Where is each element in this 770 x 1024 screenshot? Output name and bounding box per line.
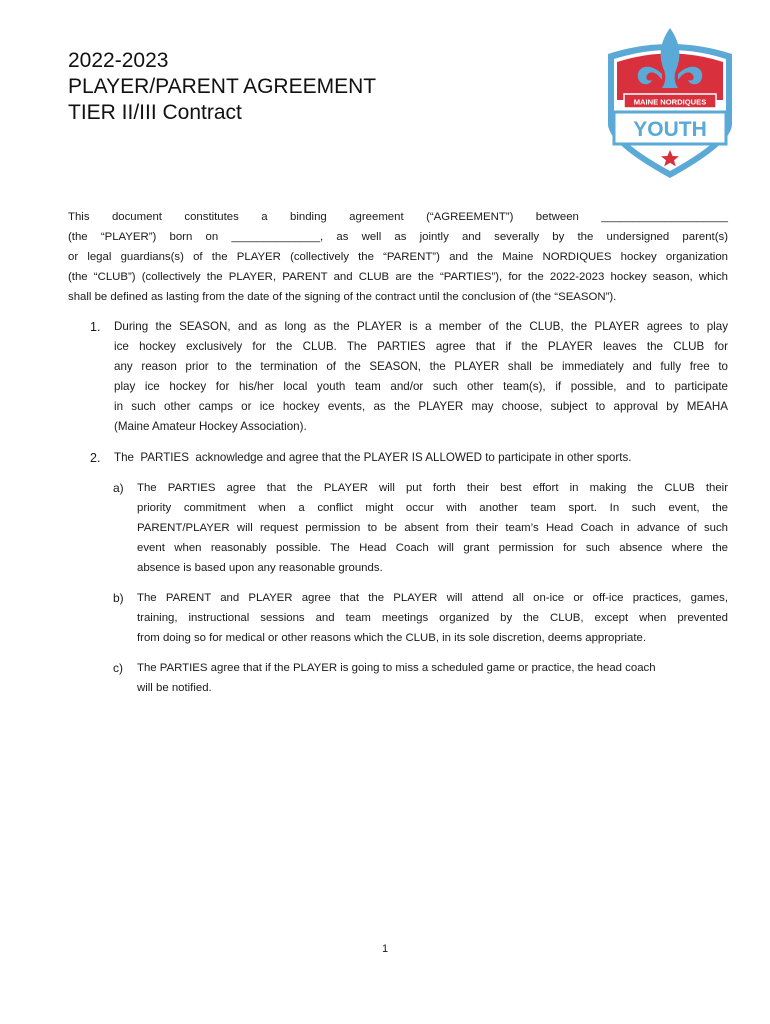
subclause-line: event when reasonably possible. The Head Coach will grant permission for such absence where the bbox=[137, 542, 728, 554]
subclause-line: training, instructional sessions and team meetings organized by the CLUB, except when prevented bbox=[137, 612, 728, 624]
clause-line: ice hockey exclusively for the CLUB. The PARTIES agree that if the PLAYER leaves the CLUB for bbox=[114, 340, 728, 353]
subclause-c bbox=[113, 658, 728, 698]
subclause-a bbox=[113, 478, 728, 578]
intro-line: (the “PLAYER”) born on ______________, as well as jointly and severally by the undersigned parent(s) bbox=[68, 231, 728, 243]
subclause-line: The PARENT and PLAYER agree that the PLAYER will attend all on-ice or off-ice practices, games, bbox=[137, 592, 728, 604]
intro-line: shall be defined as lasting from the date of the signing of the contract until the conclusion of (the “SEASON”). bbox=[68, 291, 617, 303]
clause-line: any reason prior to the termination of the SEASON, the PLAYER shall be immediately and fully free to bbox=[114, 360, 728, 373]
subclause-line: will be notified. bbox=[137, 682, 212, 694]
clause-number: 1. bbox=[90, 320, 101, 334]
subclause-line: priority commitment when a conflict might occur with another team sport. In such event, the bbox=[137, 502, 728, 514]
document-heading bbox=[68, 48, 508, 126]
subclause-line: absence is based upon any reasonable grounds. bbox=[137, 562, 383, 574]
subclause-line: The PARTIES agree that the PLAYER will put forth their best effort in making the CLUB their bbox=[137, 482, 728, 494]
subclause-line: PARENT/PLAYER will request permission to be absent from their team’s Head Coach in advance of such bbox=[137, 522, 728, 534]
contract-subtitle: TIER II/III Contract bbox=[68, 101, 242, 124]
page-number: 1 bbox=[381, 943, 389, 955]
subclause-line: The PARTIES agree that if the PLAYER is going to miss a scheduled game or practice, the head coach bbox=[137, 662, 656, 674]
clause-line: During the SEASON, and as long as the PLAYER is a member of the CLUB, the PLAYER agrees to play bbox=[114, 320, 728, 333]
intro-line: This document constitutes a binding agreement (“AGREEMENT”) between ____________________ bbox=[68, 211, 728, 223]
clause-line: in such other camps or ice hockey events, as the PLAYER may choose, subject to approval by MEAHA bbox=[114, 400, 728, 413]
intro-line: or legal guardians(s) of the PLAYER (collectively the “PARENT”) and the Maine NORDIQUES hockey organization bbox=[68, 251, 728, 263]
clause-1 bbox=[90, 317, 728, 437]
subclause-letter: a) bbox=[113, 481, 124, 495]
clause-2 bbox=[90, 448, 728, 468]
logo-org-name: MAINE NORDIQUES bbox=[633, 97, 707, 107]
clause-number: 2. bbox=[90, 451, 101, 465]
intro-paragraph bbox=[68, 207, 728, 307]
subclause-letter: c) bbox=[113, 661, 123, 675]
season-title: 2022-2023 bbox=[68, 49, 169, 72]
logo-youth-label: YOUTH bbox=[633, 118, 707, 141]
clause-line: The PARTIES acknowledge and agree that the PLAYER IS ALLOWED to participate in other sports. bbox=[114, 451, 632, 464]
intro-line: (the “CLUB”) (collectively the PLAYER, PARENT and CLUB are the “PARTIES”), for the 2022-2023 hockey season, which bbox=[68, 271, 728, 283]
agreement-title: PLAYER/PARENT AGREEMENT bbox=[68, 75, 377, 98]
clause-line: play ice hockey for his/her local youth team and/or such other team(s), if possible, and to participate bbox=[114, 380, 728, 393]
subclause-letter: b) bbox=[113, 591, 124, 605]
subclause-b bbox=[113, 588, 728, 648]
maine-nordiques-youth-logo bbox=[600, 26, 740, 182]
subclause-line: from doing so for medical or other reasons which the CLUB, in its sole discretion, deems appropriate. bbox=[137, 632, 647, 644]
clause-line: (Maine Amateur Hockey Association). bbox=[114, 420, 307, 433]
